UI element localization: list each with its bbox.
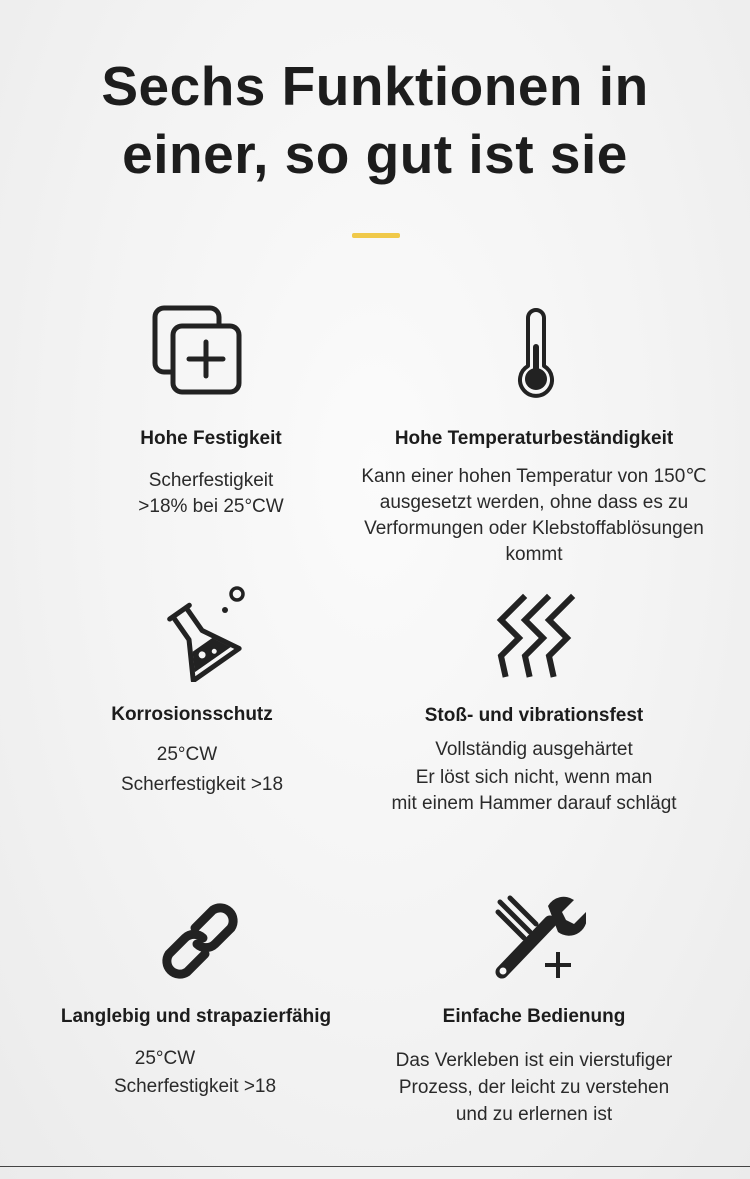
flask-icon (147, 582, 251, 682)
feature-desc-line: mit einem Hammer darauf schlägt (391, 793, 677, 814)
feature-title: Hohe Temperaturbeständigkeit (394, 428, 674, 449)
feature-title: Korrosionsschutz (111, 704, 273, 725)
feature-desc-line: Prozess, der leicht zu verstehen (398, 1077, 670, 1098)
feature-title: Langlebig und strapazierfähig (60, 1006, 332, 1027)
feature-description (349, 464, 719, 568)
feature-description (11, 1045, 381, 1101)
feature-desc-line: Scherfestigkeit >18 (113, 1076, 277, 1097)
feature-desc-line: ausgesetzt werden, ohne dass es zu (379, 492, 689, 513)
title-line-1: Sechs Funktionen in (101, 55, 649, 117)
feature-stoss-und-vibrationsfest (349, 578, 719, 828)
title-line-2: einer, so gut ist sie (122, 123, 628, 185)
feature-description (349, 737, 719, 817)
feature-description (360, 1047, 730, 1128)
feature-langlebig-und-strapazierfaehig (11, 890, 381, 1120)
layers-plus-icon (151, 304, 245, 396)
feature-title: Stoß- und vibrationsfest (424, 705, 644, 726)
feature-title: Einfache Bedienung (442, 1006, 626, 1027)
feature-desc-line: Vollständig ausgehärtet (435, 739, 633, 760)
feature-korrosionsschutz (7, 578, 377, 808)
feature-description (7, 740, 377, 800)
feature-desc-line: und zu erlernen ist (455, 1104, 613, 1125)
feature-desc-line: Verformungen oder Klebstoffablösungen (364, 518, 704, 539)
feature-desc-line: >18% bei 25°CW (138, 496, 284, 517)
vibration-icon (495, 592, 585, 682)
feature-desc-line: Er löst sich nicht, wenn man (415, 767, 653, 788)
feature-desc-line: Scherfestigkeit (148, 470, 274, 491)
wrench-screwdriver-plus-icon (490, 892, 586, 986)
feature-desc-line: kommt (505, 544, 563, 565)
feature-desc-line: 25°CW (156, 744, 218, 765)
feature-title: Hohe Festigkeit (140, 428, 282, 449)
feature-description (26, 468, 396, 520)
feature-desc-line: Kann einer hohen Temperatur von 150℃ (361, 466, 707, 487)
feature-desc-line: Scherfestigkeit >18 (120, 774, 284, 795)
feature-hohe-temperaturbestaendigkeit (349, 300, 719, 580)
page-title (0, 52, 750, 188)
accent-bar (352, 233, 400, 238)
bottom-divider (0, 1166, 750, 1167)
feature-hohe-festigkeit (26, 300, 396, 530)
feature-desc-line: 25°CW (134, 1048, 196, 1069)
thermometer-icon (514, 304, 558, 398)
chain-link-icon (155, 894, 245, 988)
feature-einfache-bedienung (360, 890, 730, 1140)
feature-desc-line: Das Verkleben ist ein vierstufiger (395, 1050, 673, 1071)
